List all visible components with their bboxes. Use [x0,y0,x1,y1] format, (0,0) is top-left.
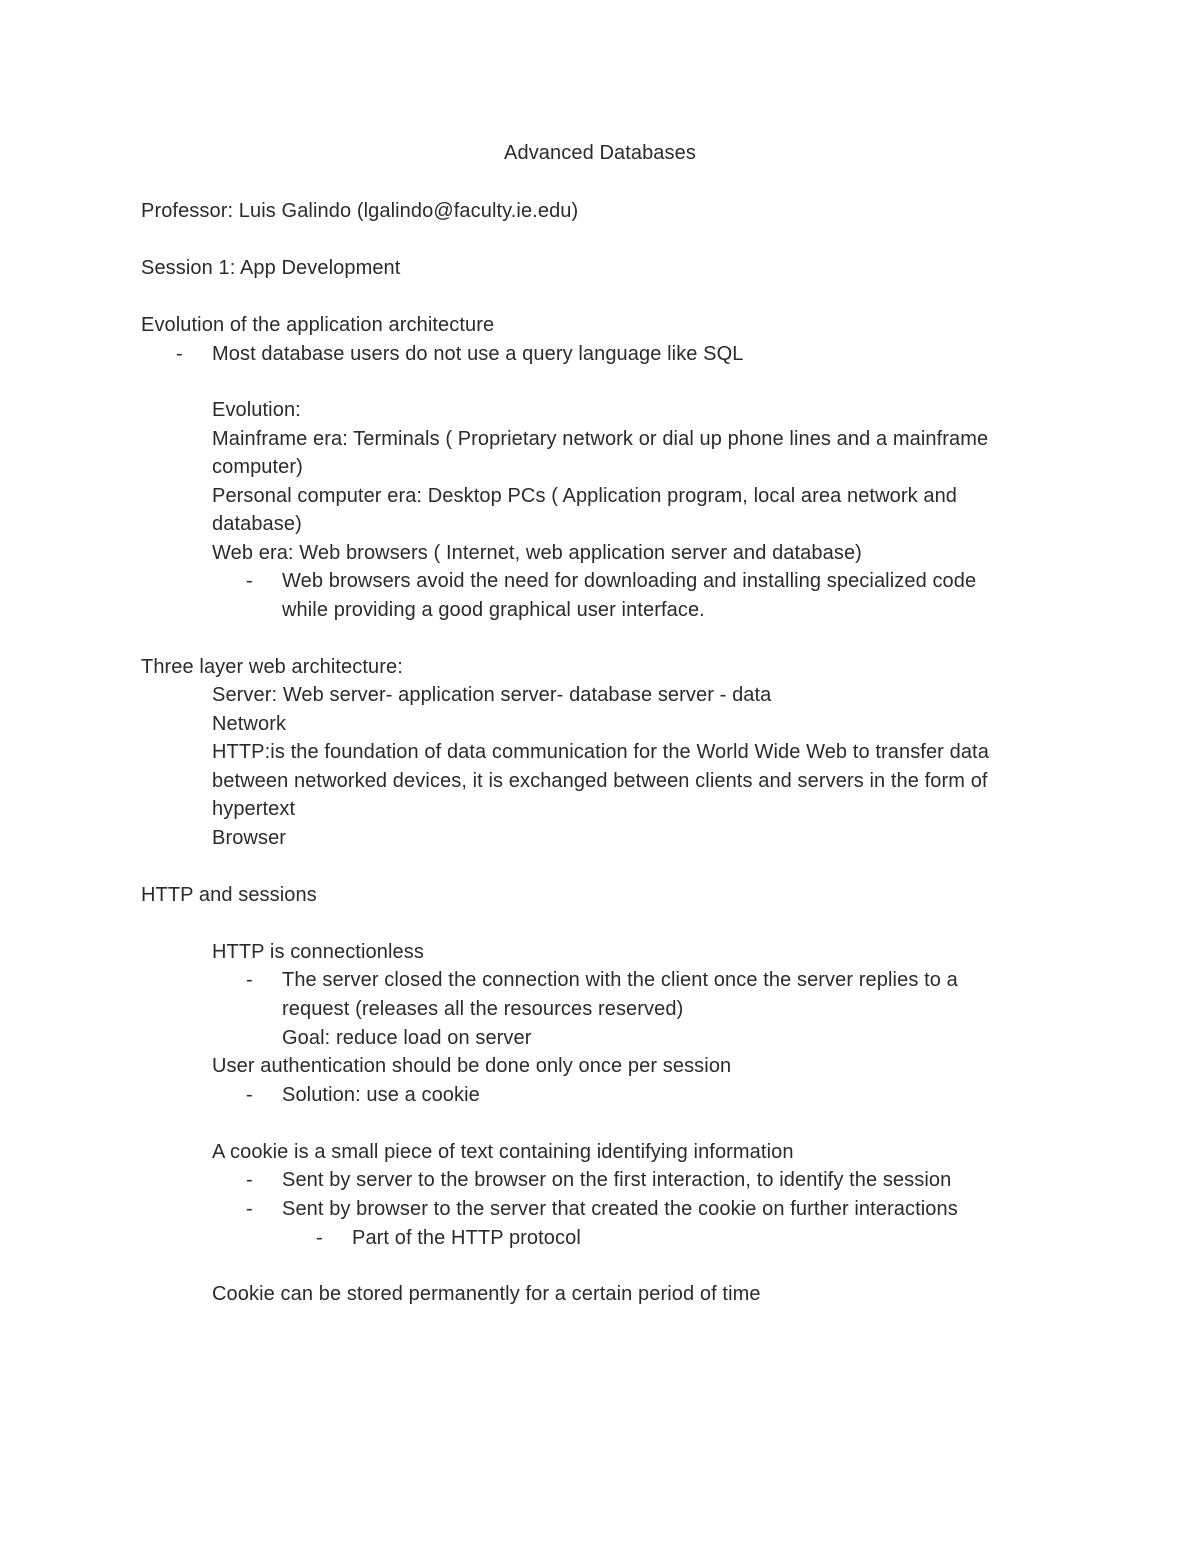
bullet-dash: - [246,570,253,592]
professor-line: Professor: Luis Galindo (lgalindo@faculty.ie.edu) [141,200,579,222]
connectionless-line: HTTP is connectionless [212,941,424,963]
http-line-cont2: hypertext [212,798,296,820]
server-closed-line-cont: request (releases all the resources reserved) [282,998,684,1020]
cookie-definition-line: A cookie is a small piece of text containing identifying information [212,1141,794,1163]
solution-line: Solution: use a cookie [282,1084,480,1106]
session-line: Session 1: App Development [141,257,401,279]
bullet-dash: - [246,969,253,991]
http-sessions-heading: HTTP and sessions [141,884,317,906]
browser-line: Browser [212,827,287,849]
bullet-dash: - [316,1227,323,1249]
auth-line: User authentication should be done only once per session [212,1055,732,1077]
evolution-bullet: Most database users do not use a query language like SQL [212,343,744,365]
http-protocol-line: Part of the HTTP protocol [352,1227,581,1249]
network-line: Network [212,713,287,735]
bullet-dash: - [246,1084,253,1106]
document-title: Advanced Databases [504,142,696,164]
three-layer-heading: Three layer web architecture: [141,656,403,678]
web-era-line: Web era: Web browsers ( Internet, web application server and database) [212,542,862,564]
server-line: Server: Web server- application server- database server - data [212,684,772,706]
web-bullet-line-cont: while providing a good graphical user interface. [282,599,705,621]
server-closed-line: The server closed the connection with the client once the server replies to a [282,969,958,991]
goal-line: Goal: reduce load on server [282,1027,532,1049]
web-bullet-line: Web browsers avoid the need for downloading and installing specialized code [282,570,977,592]
pc-era-line-cont: database) [212,513,302,535]
evolution-subheading: Evolution: [212,399,301,421]
sent-by-browser-line: Sent by browser to the server that created the cookie on further interactions [282,1198,958,1220]
sent-by-server-line: Sent by server to the browser on the first interaction, to identify the session [282,1169,952,1191]
cookie-stored-line: Cookie can be stored permanently for a certain period of time [212,1283,761,1305]
evolution-heading: Evolution of the application architecture [141,314,495,336]
pc-era-line: Personal computer era: Desktop PCs ( Application program, local area network and [212,485,958,507]
mainframe-era-line-cont: computer) [212,456,303,478]
bullet-dash: - [246,1198,253,1220]
mainframe-era-line: Mainframe era: Terminals ( Proprietary network or dial up phone lines and a mainframe [212,428,989,450]
http-line-cont: between networked devices, it is exchanged between clients and servers in the form of [212,770,988,792]
bullet-dash: - [246,1169,253,1191]
bullet-dash: - [176,343,183,365]
http-line: HTTP:is the foundation of data communication for the World Wide Web to transfer data [212,741,989,763]
